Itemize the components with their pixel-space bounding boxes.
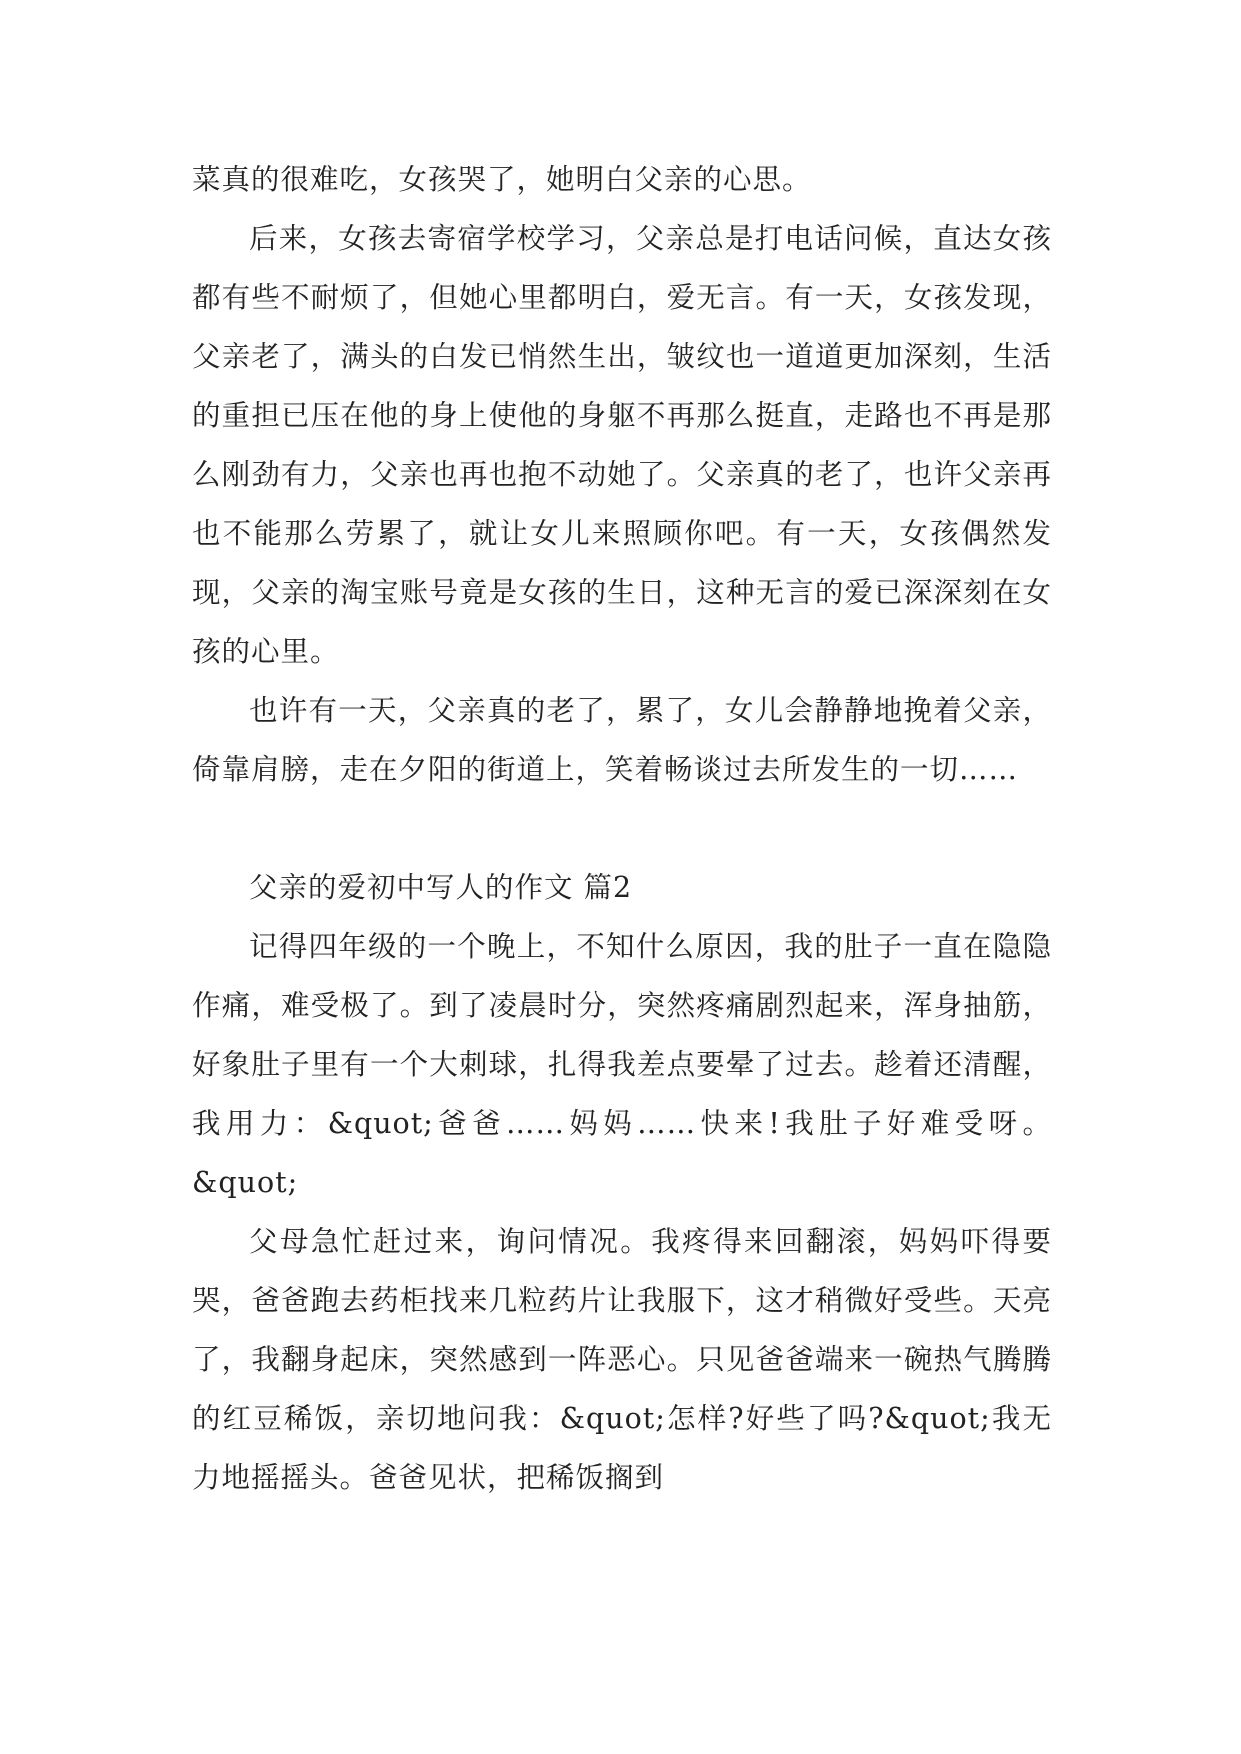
- document-page: [192, 150, 1052, 1507]
- paragraph-remember: 记得四年级的一个晚上，不知什么原因，我的肚子一直在隐隐作痛，难受极了。到了凌晨时分，突然疼痛剧烈起来，浑身抽筋，好象肚子里有一个大刺球，扎得我差点要晕了过去。趁着还清醒，我用力：&quot;爸爸……妈妈……快来!我肚子好难受呀。&quot;: [192, 930, 1052, 1199]
- section-title: 父亲的爱初中写人的作文 篇2: [249, 871, 633, 904]
- paragraph-gap: [192, 799, 1052, 858]
- paragraph-maybe: 也许有一天，父亲真的老了，累了，女儿会静静地挽着父亲，倚靠肩膀，走在夕阳的街道上，笑着畅谈过去所发生的一切……: [192, 694, 1052, 786]
- paragraph-later: 后来，女孩去寄宿学校学习，父亲总是打电话问候，直达女孩都有些不耐烦了，但她心里都明白，爱无言。有一天，女孩发现，父亲老了，满头的白发已悄然生出，皱纹也一道道更加深刻，生活的重担已压在他的身上使他的身躯不再那么挺直，走路也不再是那么刚劲有力，父亲也再也抱不动她了。父亲真的老了，也许父亲再也不能那么劳累了，就让女儿来照顾你吧。有一天，女孩偶然发现，父亲的淘宝账号竟是女孩的生日，这种无言的爱已深深刻在女孩的心里。: [192, 222, 1052, 668]
- paragraph-continued: 菜真的很难吃，女孩哭了，她明白父亲的心思。: [192, 163, 812, 196]
- paragraph-parents: 父母急忙赶过来，询问情况。我疼得来回翻滚，妈妈吓得要哭，爸爸跑去药柜找来几粒药片让我服下，这才稍微好受些。天亮了，我翻身起床，突然感到一阵恶心。只见爸爸端来一碗热气腾腾的红豆稀饭，亲切地问我：&quot;怎样?好些了吗?&quot;我无力地摇摇头。爸爸见状，把稀饭搁到: [192, 1225, 1052, 1494]
